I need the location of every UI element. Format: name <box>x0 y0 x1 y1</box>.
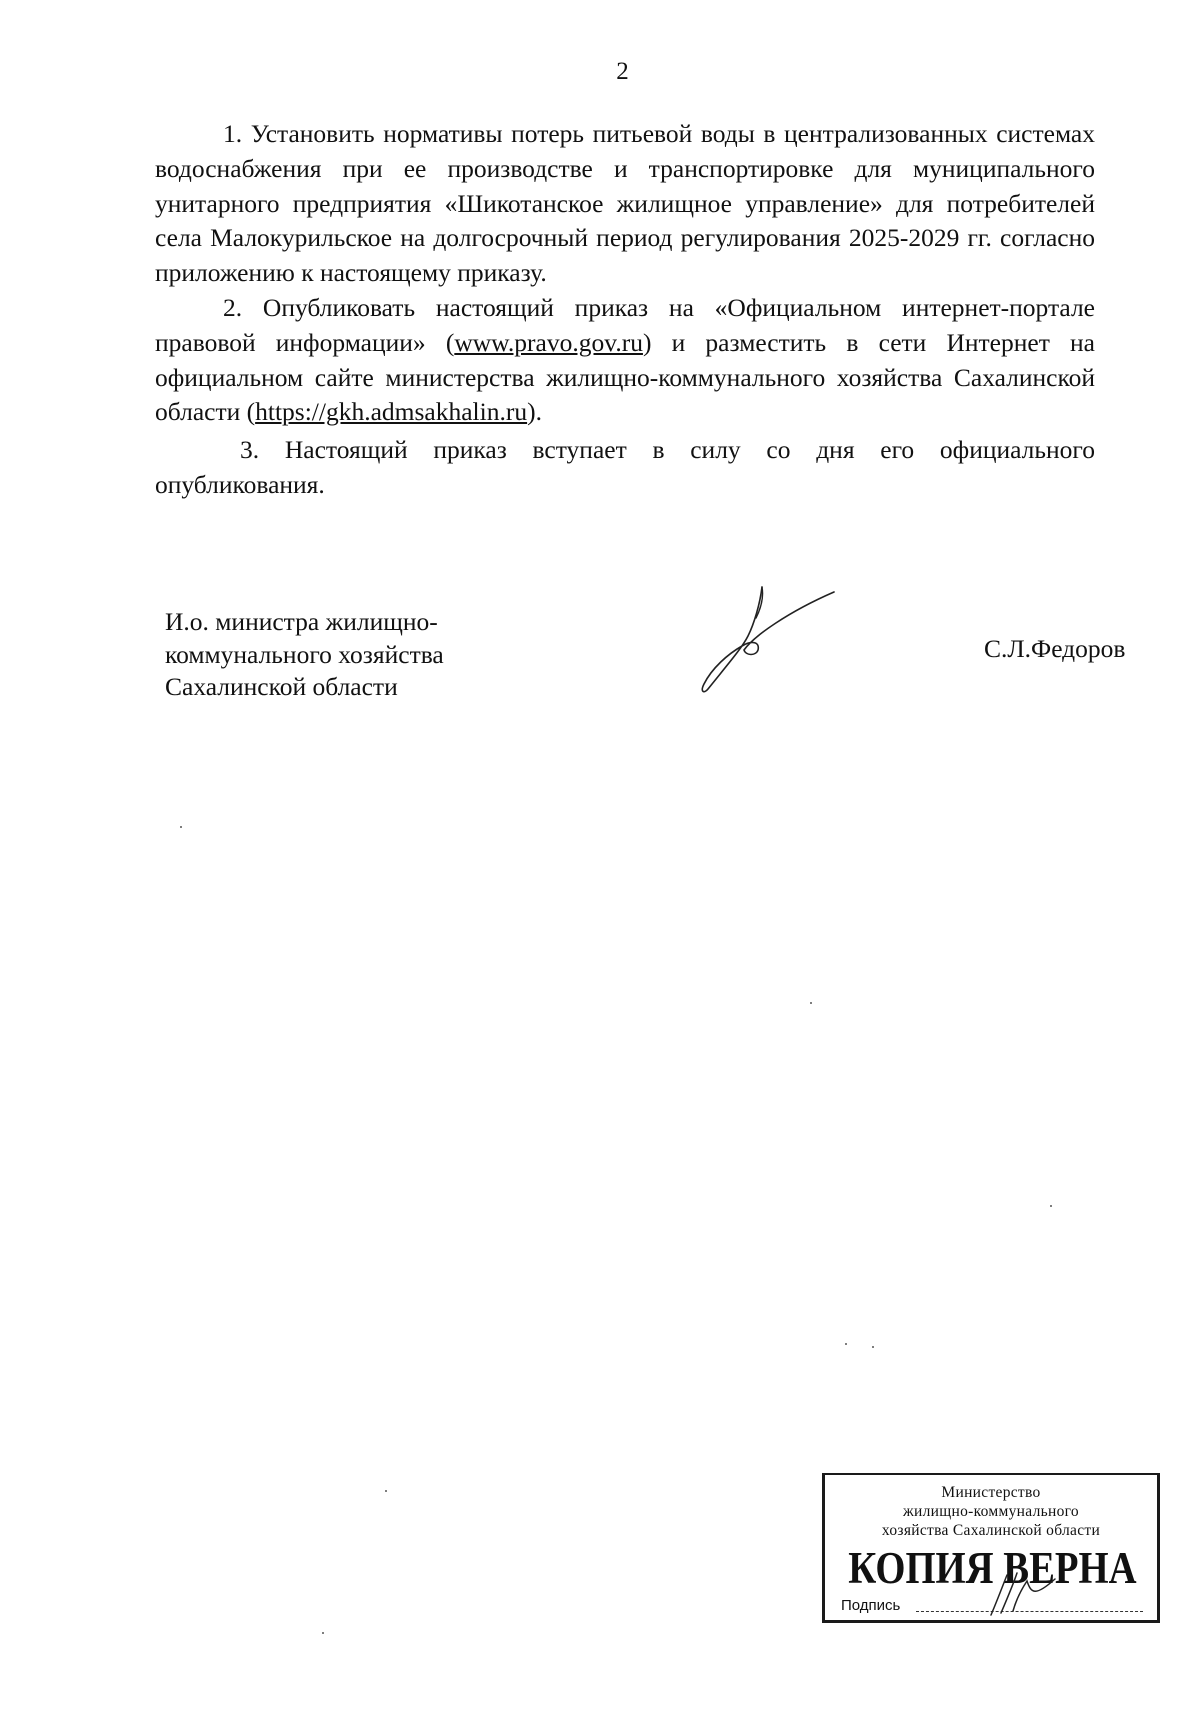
paragraph-1: 1. Установить нормативы потерь питьевой воды в централизованных системах водоснабжения при ее производстве и транспортировке для муниципального унитарного предприятия «Шикотанское жилищное управление» для потребителей села Малокурильское на долгосрочный период регулирования 2025-2029 гг. согласно приложению к настоящему приказу. <box>155 119 1095 288</box>
stamp-sign-label: Подпись <box>841 1597 901 1614</box>
position-line: И.о. министра жилищно- <box>165 607 438 636</box>
stamp-org-line: жилищно-коммунального <box>903 1503 1079 1520</box>
signer-name: С.Л.Федоров <box>984 634 1126 663</box>
stamp-org-line: хозяйства Сахалинской области <box>881 1522 1101 1539</box>
document-body <box>155 117 1095 503</box>
page-number: 2 <box>616 58 629 85</box>
stamp-organization <box>825 1483 1157 1540</box>
scan-speck <box>872 1346 874 1348</box>
stamp-title: КОПИЯ ВЕРНА <box>848 1543 1137 1593</box>
certified-copy-stamp <box>822 1473 1160 1623</box>
signatory-position <box>165 606 444 704</box>
scan-speck <box>322 1632 324 1634</box>
paragraph-2-text-middle: ) и разместить в сети Интернет на официальном сайте министерства жилищно-коммунального хозяйства Сахалинской области ( <box>155 327 1095 427</box>
scan-speck <box>845 1343 847 1345</box>
paragraph-2-text-start: 2. Опубликовать настоящий приказ на «Официальном интернет-портале правовой информации» ( <box>155 292 1095 357</box>
stamp-handwritten-initials <box>983 1567 1063 1617</box>
paragraph-2 <box>155 291 1095 430</box>
scan-speck <box>1050 1205 1052 1207</box>
pravo-link[interactable]: www.pravo.gov.ru <box>454 327 643 357</box>
scan-speck <box>810 1002 812 1004</box>
gkh-site-link[interactable]: https://gkh.admsakhalin.ru <box>255 397 528 427</box>
position-line: Сахалинской области <box>165 672 398 701</box>
position-line: коммунального хозяйства <box>165 639 444 669</box>
paragraph-3: 3. Настоящий приказ вступает в силу со дня его официального опубликования. <box>155 435 1095 499</box>
stamp-org-line: Министерство <box>941 1484 1041 1501</box>
handwritten-signature <box>698 584 838 694</box>
scan-speck <box>385 1490 387 1492</box>
scan-speck <box>180 826 182 828</box>
paragraph-2-text-end: ). <box>527 397 542 427</box>
